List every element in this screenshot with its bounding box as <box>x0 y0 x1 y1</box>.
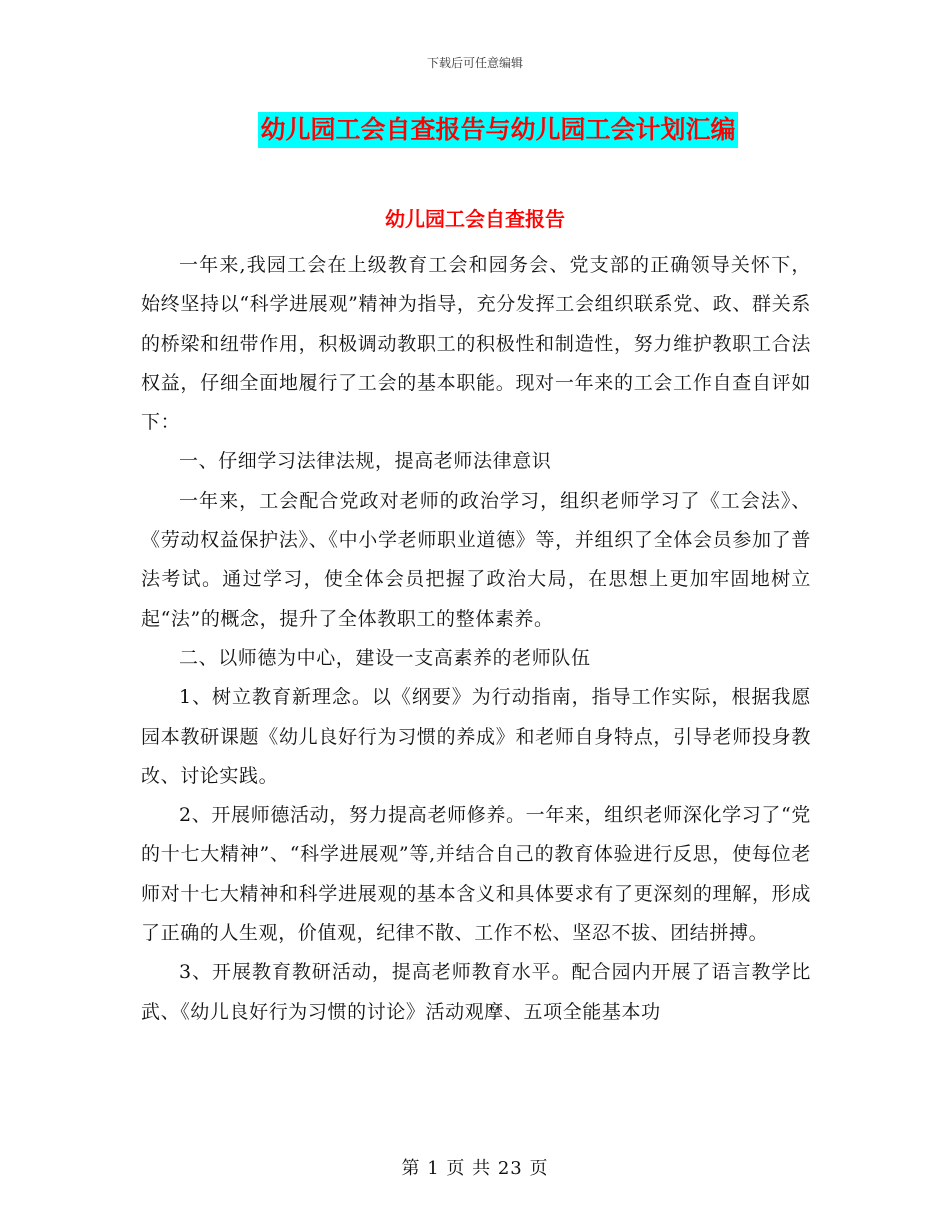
paragraph: 一年来,我园工会在上级教育工会和园务会、党支部的正确领导关怀下，始终坚持以“科学进展观”精神为指导，充分发挥工会组织联系党、政、群关系的桥梁和纽带作用，积极调动教职工的积极性和制造性，努力维护教职工合法权益，仔细全面地履行了工会的基本职能。现对一年来的工会工作自查自评如下： <box>141 254 811 434</box>
paragraph: 3、开展教育教研活动，提高老师教育水平。配合园内开展了语言教学比武、《幼儿良好行为习惯的讨论》活动观摩、五项全能基本功 <box>141 961 811 1023</box>
paragraph: 2、开展师德活动，努力提高老师修养。一年来，组织老师深化学习了“党的十七大精神”、“科学进展观”等,并结合自己的教育体验进行反思，使每位老师对十七大精神和科学进展观的基本含义和具体要求有了更深刻的理解，形成了正确的人生观，价值观，纪律不散、工作不松、坚忍不拔、团结拼搏。 <box>141 804 811 945</box>
paragraph: 一年来，工会配合党政对老师的政治学习，组织老师学习了《工会法》、《劳动权益保护法》、《中小学老师职业道德》等，并组织了全体会员参加了普法考试。通过学习，使全体会员把握了政治大局，在思想上更加牢固地树立起“法”的概念，提升了全体教职工的整体素养。 <box>141 489 811 630</box>
section-title: 幼儿园工会自查报告 <box>385 207 565 231</box>
header-note: 下载后可任意编辑 <box>426 56 523 70</box>
document-body <box>141 246 811 1032</box>
paragraph: 1、树立教育新理念。以《纲要》为行动指南，指导工作实际，根据我愿园本教研课题《幼儿良好行为习惯的养成》和老师自身特点，引导老师投身教改、讨论实践。 <box>141 686 811 787</box>
page-footer: 第 1 页 共 23 页 <box>401 1158 549 1179</box>
section-heading: 二、以师德为中心，建设一支高素养的老师队伍 <box>179 646 591 669</box>
main-title-wrap <box>0 112 950 148</box>
main-title: 幼儿园工会自查报告与幼儿园工会计划汇编 <box>258 112 737 148</box>
section-heading: 一、仔细学习法律法规，提高老师法律意识 <box>179 450 552 473</box>
